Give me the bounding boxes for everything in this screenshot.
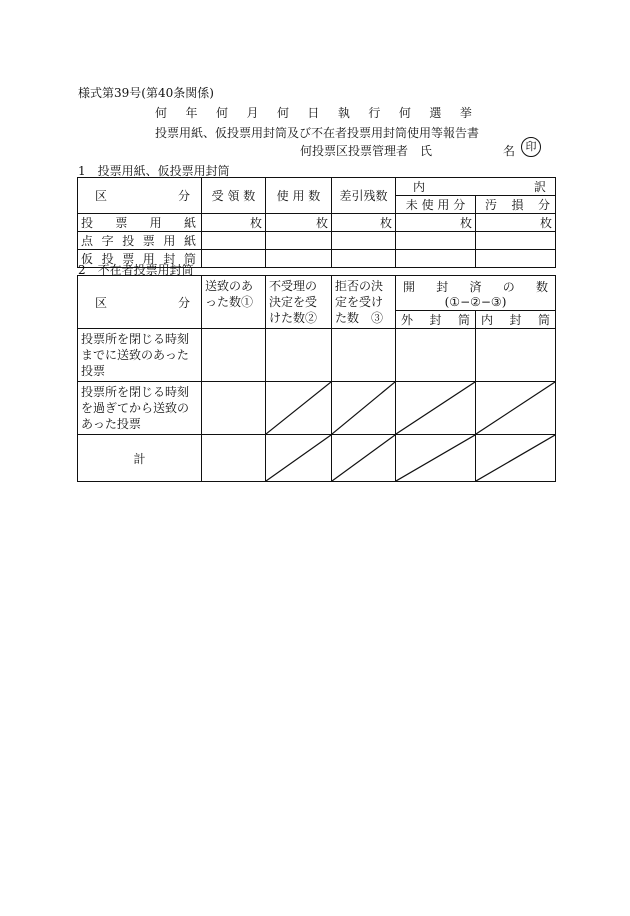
damaged-char: 分 [537, 198, 550, 212]
unit-cell: 枚 [332, 214, 396, 232]
total-label: 計 [78, 435, 202, 482]
opened-char: 数 [536, 280, 549, 294]
outer-char: 封 [429, 312, 442, 327]
row-label-char: 投 [101, 252, 114, 266]
unit-cell: 枚 [396, 214, 476, 232]
opened-char: の [502, 280, 515, 294]
seal-mark: 印 [521, 137, 541, 157]
row-label-char: 票 [122, 252, 135, 266]
unit-cell: 枚 [476, 214, 556, 232]
kubun-header [78, 276, 202, 329]
title-char: 執 [337, 106, 351, 120]
row-label-char: 投 [81, 216, 94, 230]
diagonal-strike [476, 435, 556, 482]
kubun-char: 分 [177, 189, 190, 203]
title-char: 挙 [459, 106, 473, 120]
breakdown-char: 内 [413, 180, 426, 194]
kubun-char: 区 [95, 295, 108, 310]
diagonal-strike [396, 382, 476, 435]
table-row [78, 382, 556, 435]
row-label-char: 票 [115, 216, 128, 230]
damaged-char: 汚 [485, 198, 498, 212]
remaining-header: 差引残数 [332, 178, 396, 214]
row-label-char: 票 [142, 234, 155, 248]
title-char: 何 [155, 106, 169, 120]
row-label-char: 紙 [183, 216, 196, 230]
unit-cell: 枚 [266, 214, 332, 232]
table-row [78, 214, 556, 232]
not-accepted-header: 不受理の決定を受けた数② [266, 276, 332, 329]
diagonal-strike [396, 435, 476, 482]
unused-header: 未 使 用 分 [396, 196, 476, 214]
rejected-header: 拒否の決定を受けた数 ③ [332, 276, 396, 329]
table-row [78, 329, 556, 382]
opened-char: 開 [403, 280, 416, 294]
diagonal-strike [332, 382, 396, 435]
opened-char: 封 [436, 280, 449, 294]
row-label-char: 投 [122, 234, 135, 248]
inner-envelope-header [476, 310, 556, 328]
kubun-char: 分 [177, 295, 190, 310]
diagonal-strike [266, 382, 332, 435]
row-label-char: 字 [101, 234, 114, 248]
title-char: 何 [398, 106, 412, 120]
damaged-header [476, 196, 556, 214]
title-char: 行 [368, 106, 382, 120]
table-row [78, 232, 556, 250]
name-label: 名 [503, 144, 516, 158]
row-label-char: 仮 [81, 252, 94, 266]
inner-char: 封 [509, 312, 522, 327]
opened-header [396, 276, 556, 311]
row-label-char: 紙 [183, 234, 196, 248]
title-char: 日 [307, 106, 321, 120]
row-label: 投票所を閉じる時刻までに送致のあった投票 [78, 329, 202, 382]
diagonal-strike [476, 382, 556, 435]
sent-header: 送致のあった数① [202, 276, 266, 329]
document-title: 投票用紙、仮投票用封筒及び不在者投票用封筒使用等報告書 [155, 126, 480, 140]
kubun-header [78, 178, 202, 214]
form-number: 様式第39号(第40条関係) [78, 86, 214, 100]
row-label [78, 214, 202, 232]
inner-char: 筒 [538, 312, 551, 327]
row-label-char: 筒 [183, 252, 196, 266]
opened-char: 済 [469, 280, 482, 294]
kubun-char: 区 [95, 189, 108, 203]
breakdown-char: 訳 [533, 180, 546, 194]
title-char: 選 [429, 106, 443, 120]
title-char: 何 [215, 106, 229, 120]
administrator-label: 何投票区投票管理者 氏 [300, 144, 433, 158]
table-row [78, 435, 556, 482]
title-char: 年 [185, 106, 199, 120]
title-char: 月 [246, 106, 260, 120]
section2-heading: 2 不在者投票用封筒 [78, 263, 194, 277]
breakdown-header [396, 178, 556, 196]
used-header: 使 用 数 [266, 178, 332, 214]
damaged-char: 損 [511, 198, 524, 212]
row-label-char: 用 [163, 234, 176, 248]
title-char: 何 [276, 106, 290, 120]
row-label-char: 封 [163, 252, 176, 266]
election-date-line [155, 104, 473, 121]
row-label [78, 232, 202, 250]
section1-heading: 1 投票用紙、仮投票用封筒 [78, 164, 230, 178]
received-header: 受 領 数 [202, 178, 266, 214]
outer-envelope-header [396, 310, 476, 328]
outer-char: 筒 [457, 312, 470, 327]
outer-char: 外 [401, 312, 414, 327]
ballot-paper-table [77, 177, 556, 268]
row-label-char: 用 [142, 252, 155, 266]
absentee-envelope-table [77, 275, 556, 482]
row-label: 投票所を閉じる時刻を過ぎてから送致のあった投票 [78, 382, 202, 435]
diagonal-strike [332, 435, 396, 482]
row-label-char: 点 [81, 234, 94, 248]
opened-formula: (①−②−③) [444, 295, 507, 309]
diagonal-strike [266, 435, 332, 482]
row-label-char: 用 [149, 216, 162, 230]
inner-char: 内 [481, 312, 494, 327]
unit-cell: 枚 [202, 214, 266, 232]
